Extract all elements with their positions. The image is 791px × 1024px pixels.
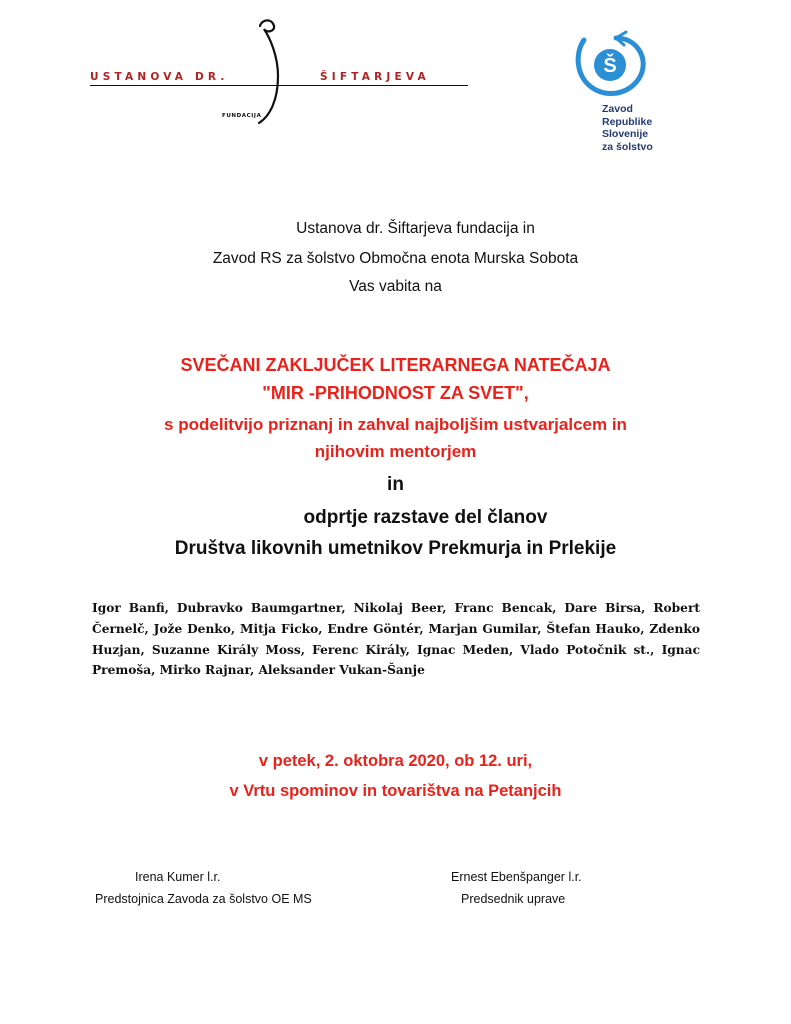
event-title: SVEČANI ZAKLJUČEK LITERARNEGA NATEČAJA (180, 355, 611, 375)
event-description-2: njihovim mentorjem (314, 442, 477, 461)
logo-line-4: za šolstvo (602, 140, 653, 153)
logo-text-right: ŠIFTARJEVA (320, 71, 430, 83)
logo-subtitle: FUNDACIJA (222, 113, 262, 119)
intro-line-1: Ustanova dr. Šiftarjeva fundacija in (296, 220, 535, 237)
zavod-za-solstvo-logo (572, 30, 692, 160)
ustanova-siftarjeva-logo (90, 18, 470, 128)
logo-underline (90, 85, 468, 86)
left-signature-role: Predstojnica Zavoda za šolstvo OE MS (95, 892, 312, 906)
intro-line-2: Zavod RS za šolstvo Območna enota Murska Sobota (212, 250, 579, 267)
fundacija-emblem-icon (244, 18, 304, 128)
event-date: v petek, 2. oktobra 2020, ob 12. uri, (258, 752, 533, 770)
logo-line-1: Zavod (602, 103, 633, 115)
logo-line-3: Slovenije (602, 128, 649, 141)
intro-line-3: Vas vabita na (349, 278, 442, 295)
right-signature-role: Predsednik uprave (461, 892, 566, 906)
artists-list: Igor Banfi, Dubravko Baumgartner, Nikolaj Beer, Franc Bencak, Dare Birsa, Robert Černelč, Jože Denko, Mitja Ficko, Endre Göntér, Marjan Gumilar, Štefan Hauko, Zdenko Huzjan, Suzanne Király Moss, Ferenc Király, Ignac Meden, Vlado Potočnik st., Ignac Premoša, Mirko Rajnar, Aleksander Vukan-Šanje (92, 601, 700, 678)
exhibition-line-2: Društva likovnih umetnikov Prekmurja in Prlekije (174, 538, 617, 559)
left-signature-name: Irena Kumer l.r. (135, 870, 221, 884)
logo-text-left: USTANOVA DR. (90, 71, 229, 83)
event-subtitle-quote: "MIR -PRIHODNOST ZA SVET", (262, 383, 529, 403)
right-signature-name: Ernest Ebenšpanger l.r. (451, 870, 582, 884)
event-location: v Vrtu spominov in tovarištva na Petanjcih (229, 782, 562, 800)
emblem-letter: Š (603, 55, 617, 77)
swirl-emblem-icon (572, 30, 652, 102)
event-description-1: s podelitvijo priznanj in zahval najboljšim ustvarjalcem in (164, 415, 627, 434)
exhibition-line-1: odprtje razstave del članov (303, 507, 548, 528)
logo-line-2: Republike (602, 115, 653, 128)
conjunction-in: in (387, 474, 404, 495)
